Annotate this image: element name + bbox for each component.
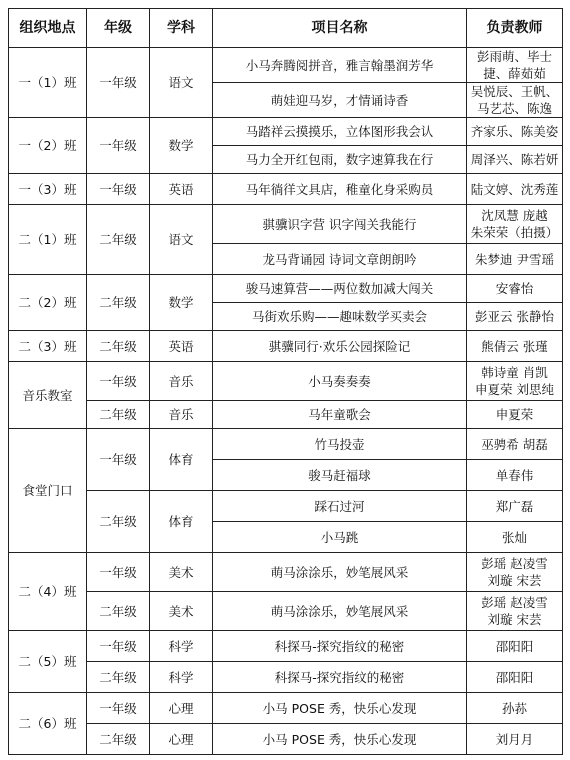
subject-cell: 科学 [150,662,213,693]
project-cell: 科探马-探究指纹的秘密 [213,662,467,693]
teacher-cell: 彭瑶 赵凌雪 刘璇 宋芸 [467,592,563,631]
grade-cell: 一年级 [87,553,150,592]
grade-cell: 二年级 [87,401,150,429]
teacher-cell: 沈凤慧 庞越 朱荣荣（拍摄） [467,205,563,244]
schedule-table [8,8,563,755]
subject-cell: 美术 [150,553,213,592]
teacher-cell: 吴悦辰、王帆、 马艺芯、陈逸 [467,83,563,118]
location-cell: 一（3）班 [9,174,87,205]
header-location: 组织地点 [9,9,87,48]
project-cell: 马力全开红包雨，数字速算我在行 [213,146,467,174]
table-row [9,205,563,244]
grade-cell: 二年级 [87,205,150,275]
grade-cell: 一年级 [87,631,150,662]
teacher-cell: 张灿 [467,522,563,553]
project-cell: 骏马赶福球 [213,460,467,491]
teacher-cell: 邵阳阳 [467,631,563,662]
subject-cell: 美术 [150,592,213,631]
subject-cell: 心理 [150,724,213,755]
table-row [9,331,563,362]
table-row [9,724,563,755]
teacher-cell: 安睿怡 [467,275,563,303]
teacher-cell: 巫骋希 胡磊 [467,429,563,460]
project-cell: 小马 POSE 秀，快乐心发现 [213,693,467,724]
subject-cell: 体育 [150,491,213,553]
subject-cell: 语文 [150,205,213,275]
location-cell: 二（6）班 [9,693,87,755]
grade-cell: 二年级 [87,724,150,755]
table-row [9,275,563,303]
location-cell: 二（1）班 [9,205,87,275]
teacher-cell: 彭瑶 赵凌雪 刘璇 宋芸 [467,553,563,592]
table-row [9,174,563,205]
teacher-cell: 齐家乐、陈美姿 [467,118,563,146]
table-row [9,429,563,460]
project-cell: 马年童歌会 [213,401,467,429]
teacher-cell: 熊倩云 张瑾 [467,331,563,362]
teacher-cell: 郑广磊 [467,491,563,522]
grade-cell: 一年级 [87,48,150,118]
grade-cell: 二年级 [87,592,150,631]
header-subject: 学科 [150,9,213,48]
grade-cell: 一年级 [87,429,150,491]
subject-cell: 英语 [150,331,213,362]
teacher-cell: 彭亚云 张静怡 [467,303,563,331]
table-row [9,362,563,401]
subject-cell: 心理 [150,693,213,724]
teacher-cell: 单春伟 [467,460,563,491]
header-grade: 年级 [87,9,150,48]
subject-cell: 数学 [150,118,213,174]
project-cell: 骏马速算营——两位数加减大闯关 [213,275,467,303]
project-cell: 萌马涂涂乐，妙笔展风采 [213,592,467,631]
location-cell: 二（2）班 [9,275,87,331]
teacher-cell: 申夏荣 [467,401,563,429]
project-cell: 马街欢乐购——趣味数学买卖会 [213,303,467,331]
location-cell: 一（2）班 [9,118,87,174]
location-cell: 二（5）班 [9,631,87,693]
subject-cell: 音乐 [150,362,213,401]
teacher-cell: 陆文婷、沈秀莲 [467,174,563,205]
header-project: 项目名称 [213,9,467,48]
schedule-table-wrapper [8,8,562,755]
project-cell: 骐骥识字营 识字闯关我能行 [213,205,467,244]
table-row [9,553,563,592]
location-cell: 音乐教室 [9,362,87,429]
project-cell: 萌娃迎马岁，才情诵诗香 [213,83,467,118]
project-cell: 龙马背诵园 诗词文章朗朗吟 [213,244,467,275]
table-row [9,401,563,429]
teacher-cell: 韩诗童 肖凯 申夏荣 刘思纯 [467,362,563,401]
project-cell: 萌马涂涂乐，妙笔展风采 [213,553,467,592]
location-cell: 食堂门口 [9,429,87,553]
subject-cell: 科学 [150,631,213,662]
project-cell: 马踏祥云摸摸乐，立体图形我会认 [213,118,467,146]
table-row [9,662,563,693]
table-row [9,118,563,146]
grade-cell: 一年级 [87,693,150,724]
teacher-cell: 孙荪 [467,693,563,724]
teacher-cell: 彭雨萌、毕士 捷、薛茹茹 [467,48,563,83]
teacher-cell: 刘月月 [467,724,563,755]
teacher-cell: 周泽兴、陈若妍 [467,146,563,174]
header-teacher: 负责教师 [467,9,563,48]
grade-cell: 二年级 [87,275,150,331]
location-cell: 二（4）班 [9,553,87,631]
grade-cell: 二年级 [87,491,150,553]
teacher-cell: 朱梦迪 尹雪瑶 [467,244,563,275]
project-cell: 踩石过河 [213,491,467,522]
subject-cell: 音乐 [150,401,213,429]
table-row [9,48,563,83]
project-cell: 小马 POSE 秀，快乐心发现 [213,724,467,755]
location-cell: 二（3）班 [9,331,87,362]
grade-cell: 二年级 [87,331,150,362]
grade-cell: 一年级 [87,118,150,174]
subject-cell: 英语 [150,174,213,205]
project-cell: 科探马-探究指纹的秘密 [213,631,467,662]
table-row [9,631,563,662]
subject-cell: 语文 [150,48,213,118]
table-row [9,592,563,631]
project-cell: 马年徜徉文具店，稚童化身采购员 [213,174,467,205]
teacher-cell: 邵阳阳 [467,662,563,693]
table-row [9,491,563,522]
project-cell: 小马奏奏奏 [213,362,467,401]
header-row [9,9,563,48]
subject-cell: 体育 [150,429,213,491]
grade-cell: 一年级 [87,174,150,205]
grade-cell: 一年级 [87,362,150,401]
project-cell: 小马奔腾阅拼音，雅言翰墨润芳华 [213,48,467,83]
project-cell: 竹马投壶 [213,429,467,460]
table-row [9,693,563,724]
location-cell: 一（1）班 [9,48,87,118]
grade-cell: 二年级 [87,662,150,693]
subject-cell: 数学 [150,275,213,331]
project-cell: 骐骥同行·欢乐公园探险记 [213,331,467,362]
project-cell: 小马跳 [213,522,467,553]
